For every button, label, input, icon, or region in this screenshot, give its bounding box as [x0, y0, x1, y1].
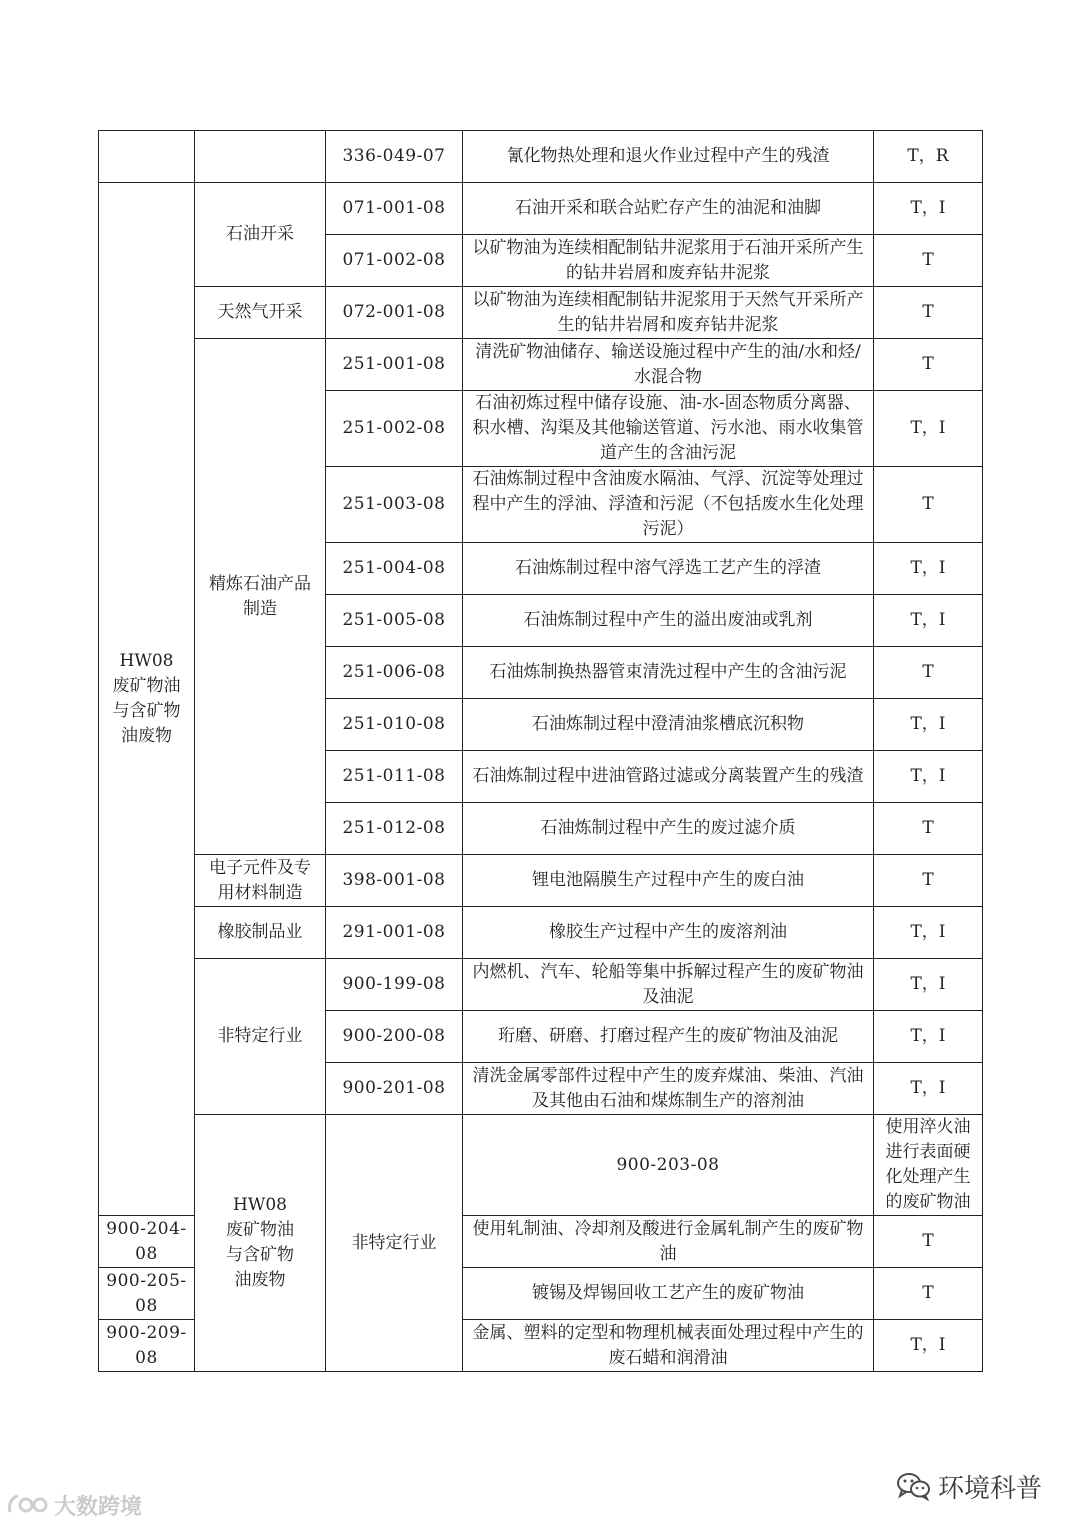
hazard-property: T，I	[874, 391, 983, 467]
waste-description: 橡胶生产过程中产生的废溶剂油	[463, 907, 874, 959]
waste-code: 291-001-08	[326, 907, 463, 959]
waste-description: 氰化物热处理和退火作业过程中产生的残渣	[463, 131, 874, 183]
waste-code: 398-001-08	[326, 855, 463, 907]
hazard-property: T	[874, 1216, 983, 1268]
category-line: 与含矿物	[226, 1245, 294, 1265]
industry-line: 非特定行业	[217, 1026, 303, 1046]
hazardous-waste-table	[98, 130, 983, 1372]
hazard-property: T	[874, 647, 983, 699]
hazard-property: T，I	[874, 1063, 983, 1115]
industry-line: 非特定行业	[351, 1232, 437, 1253]
hazard-property: T	[874, 235, 983, 287]
category-line: 废矿物油	[226, 1220, 294, 1240]
waste-code: 900-201-08	[326, 1063, 463, 1115]
hazard-property: T，I	[874, 1320, 983, 1372]
table-row	[99, 183, 983, 235]
category-line: 油废物	[121, 726, 172, 746]
industry-line: 制造	[243, 598, 277, 619]
hazard-property: T	[874, 467, 983, 543]
waste-code: 900-200-08	[326, 1011, 463, 1063]
industry-line: 电子元件及专	[209, 857, 311, 878]
waste-description: 石油炼制过程中含油废水隔油、气浮、沉淀等处理过程中产生的浮油、浮渣和污泥（不包括废水生化处理污泥）	[463, 467, 874, 543]
waste-description: 以矿物油为连续相配制钻井泥浆用于天然气开采所产生的钻井岩屑和废弃钻井泥浆	[463, 287, 874, 339]
table-row	[99, 907, 983, 959]
waste-description: 石油炼制过程中产生的溢出废油或乳剂	[463, 595, 874, 647]
brand-name-left: 大数跨境	[54, 1494, 143, 1520]
waste-code: 900-209-08	[99, 1320, 195, 1372]
waste-description: 珩磨、研磨、打磨过程产生的废矿物油及油泥	[463, 1011, 874, 1063]
hazard-property: T，I	[874, 907, 983, 959]
industry-source	[195, 183, 326, 287]
waste-description: 金属、塑料的定型和物理机械表面处理过程中产生的废石蜡和润滑油	[463, 1320, 874, 1372]
industry-source	[326, 1115, 463, 1372]
waste-description: 使用淬火油进行表面硬化处理产生的废矿物油	[874, 1115, 983, 1216]
hazard-property: T	[874, 803, 983, 855]
category-line: 与含矿物	[112, 701, 181, 721]
waste-description: 清洗金属零部件过程中产生的废弃煤油、柴油、汽油及其他由石油和煤炼制生产的溶剂油	[463, 1063, 874, 1115]
waste-code: 071-001-08	[326, 183, 463, 235]
table-row	[99, 959, 983, 1011]
category-line: HW08	[233, 1195, 287, 1215]
waste-description: 锂电池隔膜生产过程中产生的废白油	[463, 855, 874, 907]
table-row	[99, 287, 983, 339]
industry-source	[195, 339, 326, 855]
waste-code: 251-003-08	[326, 467, 463, 543]
empty-cell	[195, 131, 326, 183]
hazard-property: T	[874, 287, 983, 339]
industry-source	[195, 287, 326, 339]
waste-code: 336-049-07	[326, 131, 463, 183]
hazard-property: T，I	[874, 751, 983, 803]
category-line: 油废物	[234, 1270, 286, 1290]
waste-code: 251-005-08	[326, 595, 463, 647]
hazard-property: T	[874, 855, 983, 907]
waste-description: 内燃机、汽车、轮船等集中拆解过程产生的废矿物油及油泥	[463, 959, 874, 1011]
waste-code: 251-012-08	[326, 803, 463, 855]
waste-code: 900-203-08	[463, 1115, 874, 1216]
waste-description: 石油开采和联合站贮存产生的油泥和油脚	[463, 183, 874, 235]
hazard-property: T，I	[874, 1011, 983, 1063]
waste-description: 石油炼制过程中进油管路过滤或分离装置产生的残渣	[463, 751, 874, 803]
category-line: 废矿物油	[112, 676, 181, 696]
waste-description: 石油炼制过程中溶气浮选工艺产生的浮渣	[463, 543, 874, 595]
waste-code: 251-011-08	[326, 751, 463, 803]
waste-code: 251-002-08	[326, 391, 463, 467]
hazard-property: T，I	[874, 595, 983, 647]
table-row	[99, 339, 983, 391]
waste-category	[195, 1115, 326, 1372]
industry-source	[195, 907, 326, 959]
waste-description: 石油炼制过程中产生的废过滤介质	[463, 803, 874, 855]
waste-code: 251-010-08	[326, 699, 463, 751]
brand-name-right: 环境科普	[937, 1473, 1042, 1504]
waste-code: 900-199-08	[326, 959, 463, 1011]
industry-line: 用材料制造	[217, 882, 303, 903]
waste-code: 072-001-08	[326, 287, 463, 339]
hazard-property: T，I	[874, 543, 983, 595]
waste-description: 镀锡及焊锡回收工艺产生的废矿物油	[463, 1268, 874, 1320]
waste-description: 清洗矿物油储存、输送设施过程中产生的油/水和烃/水混合物	[463, 339, 874, 391]
waste-code: 900-204-08	[99, 1216, 195, 1268]
industry-line: 精炼石油产品	[209, 573, 311, 594]
waste-description: 以矿物油为连续相配制钻井泥浆用于石油开采所产生的钻井岩屑和废弃钻井泥浆	[463, 235, 874, 287]
waste-description: 石油炼制换热器管束清洗过程中产生的含油污泥	[463, 647, 874, 699]
industry-source	[195, 959, 326, 1115]
waste-code: 251-006-08	[326, 647, 463, 699]
category-line: HW08	[119, 651, 174, 671]
waste-code: 071-002-08	[326, 235, 463, 287]
waste-description: 石油炼制过程中澄清油浆槽底沉积物	[463, 699, 874, 751]
industry-line: 石油开采	[226, 224, 294, 244]
table-row	[99, 1115, 983, 1216]
hazard-property: T，R	[874, 131, 983, 183]
table-row	[99, 855, 983, 907]
hazard-property: T，I	[874, 183, 983, 235]
waste-code: 900-205-08	[99, 1268, 195, 1320]
hazard-property: T	[874, 339, 983, 391]
source-watermark	[6, 1490, 142, 1520]
wechat-brand-watermark	[896, 1467, 1042, 1505]
hazard-property: T，I	[874, 699, 983, 751]
waste-category	[99, 183, 195, 1216]
industry-line: 橡胶制品业	[217, 922, 303, 942]
waste-code: 251-004-08	[326, 543, 463, 595]
empty-cell	[99, 131, 195, 183]
hazard-property: T，I	[874, 959, 983, 1011]
hazard-property: T	[874, 1268, 983, 1320]
industry-source	[195, 855, 326, 907]
table-row	[99, 131, 983, 183]
logo-icon	[6, 1492, 52, 1518]
waste-code: 251-001-08	[326, 339, 463, 391]
wechat-icon	[896, 1471, 932, 1501]
waste-description: 使用轧制油、冷却剂及酸进行金属轧制产生的废矿物油	[463, 1216, 874, 1268]
industry-line: 天然气开采	[217, 302, 303, 322]
waste-description: 石油初炼过程中储存设施、油-水-固态物质分离器、积水槽、沟渠及其他输送管道、污水池、雨水收集管道产生的含油污泥	[463, 391, 874, 467]
